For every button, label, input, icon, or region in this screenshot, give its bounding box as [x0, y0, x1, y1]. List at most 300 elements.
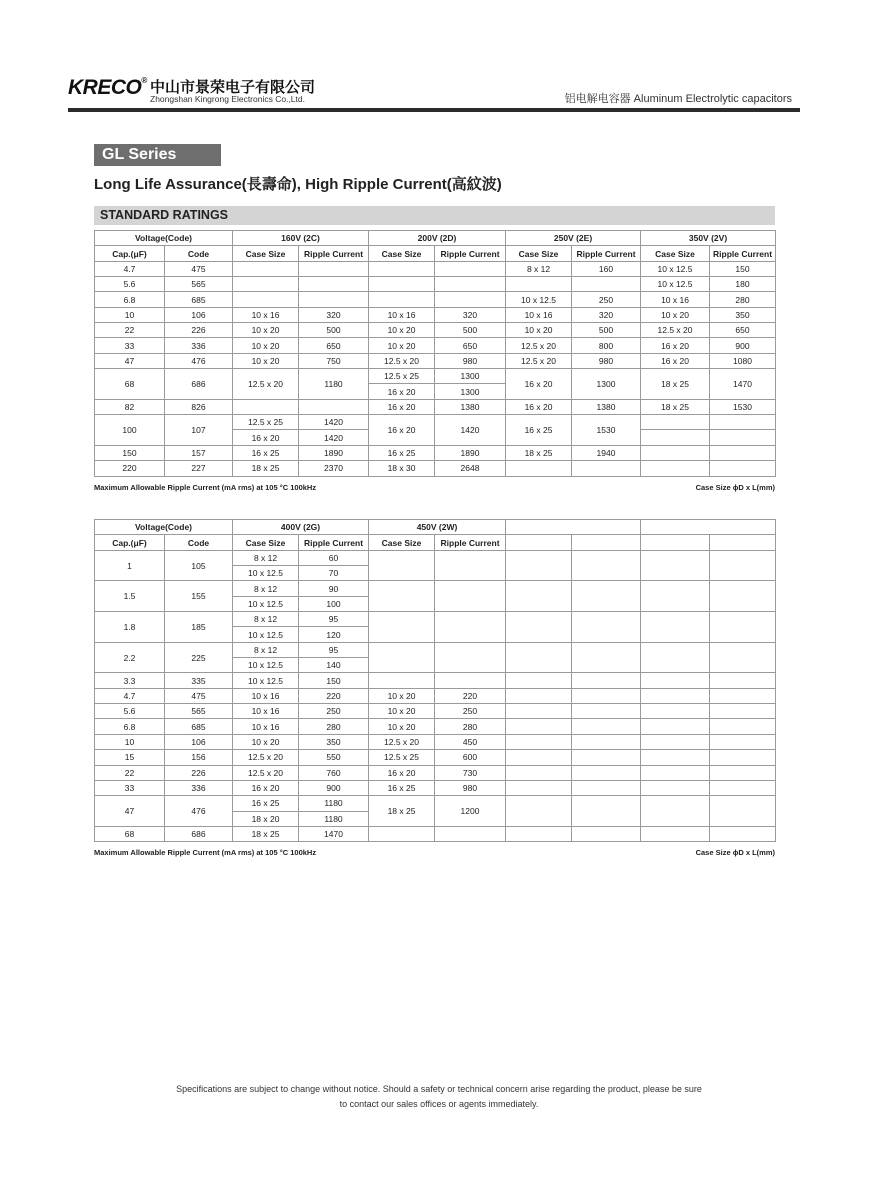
voltage-heading: 200V (2D): [369, 231, 506, 246]
table-cell: 1300: [435, 384, 506, 399]
table-cell: 980: [435, 353, 506, 368]
table-row: [95, 277, 776, 292]
table-cell: 10 x 20: [233, 353, 299, 368]
case-size-header: Case Size: [233, 246, 299, 261]
table-cell: [506, 719, 572, 734]
case-size-header: Case Size: [641, 246, 710, 261]
table-cell: 18 x 25: [641, 369, 710, 400]
ripple-note: Maximum Allowable Ripple Current (mA rms) at 105 °C 100kHz: [94, 483, 317, 492]
header-divider: [68, 108, 800, 112]
table-row: [95, 750, 776, 765]
table-cell: 1940: [572, 445, 641, 460]
table-cell: [506, 826, 572, 841]
product-category: 铝电解电容器 Aluminum Electrolytic capacitors: [564, 93, 792, 105]
table-cell: 10 x 12.5: [233, 658, 299, 673]
table-cell: 1420: [299, 430, 369, 445]
table-cell: [641, 673, 710, 688]
table-cell: 5.6: [95, 277, 165, 292]
table-cell: [572, 734, 641, 749]
table-cell: [369, 673, 435, 688]
table-cell: [369, 292, 435, 307]
table-cell: 1180: [299, 369, 369, 400]
table-cell: 16 x 25: [233, 445, 299, 460]
table-cell: 450: [435, 734, 506, 749]
table-cell: 100: [95, 415, 165, 446]
table-cell: 826: [165, 399, 233, 414]
empty-header: [641, 535, 710, 550]
series-title: GL Series: [94, 144, 221, 166]
table-cell: 10 x 12.5: [233, 596, 299, 611]
table-cell: 16 x 20: [369, 415, 435, 446]
table-cell: 280: [435, 719, 506, 734]
table-cell: [435, 673, 506, 688]
table-cell: 500: [435, 323, 506, 338]
table-cell: 10 x 20: [641, 307, 710, 322]
table-cell: [641, 719, 710, 734]
table-row: [95, 261, 776, 276]
table-cell: [369, 550, 435, 581]
table-cell: 10 x 12.5: [233, 566, 299, 581]
table-cell: 686: [165, 369, 233, 400]
case-size-note: Case Size ϕD x L(mm): [695, 848, 775, 857]
table-cell: 106: [165, 307, 233, 322]
ripple-note: Maximum Allowable Ripple Current (mA rms) at 105 °C 100kHz: [94, 848, 317, 857]
table-cell: [641, 826, 710, 841]
table-cell: 16 x 20: [369, 765, 435, 780]
case-size-header: Case Size: [233, 535, 299, 550]
table-row: [95, 719, 776, 734]
table-cell: 12.5 x 20: [506, 353, 572, 368]
table-row: [95, 704, 776, 719]
table-cell: [572, 765, 641, 780]
table-cell: 12.5 x 25: [233, 415, 299, 430]
table-cell: [572, 780, 641, 795]
table-cell: 475: [165, 261, 233, 276]
table-cell: [710, 734, 776, 749]
table-cell: 500: [572, 323, 641, 338]
company-name-en: Zhongshan Kingrong Electronics Co.,Ltd.: [150, 94, 305, 104]
table-cell: 10 x 16: [233, 688, 299, 703]
table-cell: [572, 461, 641, 476]
table-cell: 8 x 12: [233, 642, 299, 657]
table-cell: [641, 550, 710, 581]
table-cell: 320: [299, 307, 369, 322]
table-cell: [299, 277, 369, 292]
section-title: STANDARD RATINGS: [94, 206, 775, 225]
table-cell: 10 x 20: [506, 323, 572, 338]
table-cell: 350: [299, 734, 369, 749]
table-cell: [710, 642, 776, 673]
table-cell: [710, 750, 776, 765]
table-cell: 750: [299, 353, 369, 368]
table-cell: [710, 826, 776, 841]
table-cell: 1080: [710, 353, 776, 368]
table-cell: 280: [710, 292, 776, 307]
registered-mark: ®: [141, 76, 147, 85]
empty-header: [710, 535, 776, 550]
table-cell: 70: [299, 566, 369, 581]
table-cell: 16 x 25: [233, 796, 299, 811]
table-cell: 1180: [299, 811, 369, 826]
ratings-table-2-body: [95, 550, 776, 842]
table-cell: [369, 642, 435, 673]
footer-disclaimer: [0, 1082, 878, 1112]
table-cell: 12.5 x 20: [506, 338, 572, 353]
column-header-row: [95, 535, 776, 550]
table-cell: 8 x 12: [233, 550, 299, 565]
table-cell: 95: [299, 642, 369, 657]
table-cell: [435, 550, 506, 581]
table-cell: [641, 581, 710, 612]
series-subtitle: Long Life Assurance(長壽命), High Ripple Current(高紋波): [94, 176, 502, 193]
table-cell: 12.5 x 20: [641, 323, 710, 338]
table-cell: 1470: [299, 826, 369, 841]
table-cell: 650: [435, 338, 506, 353]
table-cell: [641, 688, 710, 703]
table-cell: 226: [165, 323, 233, 338]
table-cell: 60: [299, 550, 369, 565]
table-cell: 2.2: [95, 642, 165, 673]
table-cell: 105: [165, 550, 233, 581]
table-cell: [641, 612, 710, 643]
table-cell: 22: [95, 323, 165, 338]
table-cell: 980: [435, 780, 506, 795]
table-cell: 1420: [435, 415, 506, 446]
table-cell: 140: [299, 658, 369, 673]
table-cell: [435, 642, 506, 673]
table-cell: 250: [299, 704, 369, 719]
table-cell: [506, 765, 572, 780]
footer-line-2: to contact our sales offices or agents immediately.: [339, 1099, 539, 1109]
table-cell: [435, 261, 506, 276]
table-cell: [506, 550, 572, 581]
table-cell: 10 x 20: [369, 323, 435, 338]
table-row: [95, 612, 776, 627]
table-cell: 10: [95, 307, 165, 322]
table-cell: 18 x 25: [233, 826, 299, 841]
case-size-header: Case Size: [506, 246, 572, 261]
table-cell: 15: [95, 750, 165, 765]
table-cell: 226: [165, 765, 233, 780]
table-cell: 16 x 20: [369, 384, 435, 399]
ripple-current-header: Ripple Current: [435, 246, 506, 261]
table-cell: 10: [95, 734, 165, 749]
table-cell: 12.5 x 25: [369, 750, 435, 765]
table-cell: [369, 277, 435, 292]
table-cell: 565: [165, 277, 233, 292]
voltage-heading: 450V (2W): [369, 520, 506, 535]
table-row: [95, 734, 776, 749]
table-cell: 100: [299, 596, 369, 611]
table-row: [95, 338, 776, 353]
ratings-table-1-body: [95, 261, 776, 476]
table-cell: 350: [710, 307, 776, 322]
voltage-label: Voltage(Code): [95, 231, 233, 246]
case-size-header: Case Size: [369, 535, 435, 550]
table-cell: 1300: [435, 369, 506, 384]
table-cell: 157: [165, 445, 233, 460]
table-cell: 1.8: [95, 612, 165, 643]
table-cell: 10 x 20: [369, 719, 435, 734]
table-cell: 10 x 20: [369, 338, 435, 353]
table-cell: [710, 430, 776, 445]
table-cell: 16 x 20: [506, 399, 572, 414]
table-cell: 1.5: [95, 581, 165, 612]
case-size-note: Case Size ϕD x L(mm): [695, 483, 775, 492]
table-cell: 10 x 12.5: [233, 673, 299, 688]
table-cell: 68: [95, 369, 165, 400]
table-cell: [506, 277, 572, 292]
table-cell: [641, 750, 710, 765]
empty-header: [572, 535, 641, 550]
ripple-current-header: Ripple Current: [710, 246, 776, 261]
table-cell: [369, 581, 435, 612]
table-cell: [710, 719, 776, 734]
table-cell: 120: [299, 627, 369, 642]
table-cell: 10 x 16: [233, 704, 299, 719]
table-cell: 16 x 20: [233, 430, 299, 445]
voltage-heading: 350V (2V): [641, 231, 776, 246]
table-cell: [299, 399, 369, 414]
table-cell: [572, 581, 641, 612]
voltage-heading: 160V (2C): [233, 231, 369, 246]
table-cell: [506, 750, 572, 765]
table-cell: [506, 688, 572, 703]
table-cell: [299, 292, 369, 307]
ratings-table-1: [94, 230, 776, 477]
footer-line-1: Specifications are subject to change without notice. Should a safety or technical concern arise regarding the product, please be sure: [176, 1084, 702, 1094]
table-cell: 3.3: [95, 673, 165, 688]
table-cell: [641, 704, 710, 719]
table-row: [95, 550, 776, 565]
table-cell: 10 x 12.5: [233, 627, 299, 642]
voltage-heading: 400V (2G): [233, 520, 369, 535]
table-cell: [435, 292, 506, 307]
voltage-heading: [641, 520, 776, 535]
table-cell: 10 x 20: [233, 323, 299, 338]
table-cell: 68: [95, 826, 165, 841]
table-cell: 250: [435, 704, 506, 719]
table-cell: [710, 796, 776, 827]
table-row: [95, 642, 776, 657]
table-cell: 1890: [435, 445, 506, 460]
table-cell: 18 x 30: [369, 461, 435, 476]
voltage-label: Voltage(Code): [95, 520, 233, 535]
table-cell: [299, 261, 369, 276]
table-cell: 10 x 20: [233, 338, 299, 353]
code-header: Code: [165, 535, 233, 550]
table-cell: [233, 261, 299, 276]
table-cell: 600: [435, 750, 506, 765]
table-cell: [572, 826, 641, 841]
table-cell: 18 x 25: [506, 445, 572, 460]
table-cell: [641, 461, 710, 476]
table-cell: 150: [299, 673, 369, 688]
table-row: [95, 461, 776, 476]
table-cell: [641, 796, 710, 827]
table-cell: 10 x 16: [233, 307, 299, 322]
ripple-current-header: Ripple Current: [299, 535, 369, 550]
table-cell: 18 x 25: [369, 796, 435, 827]
table-cell: 1470: [710, 369, 776, 400]
table-cell: [710, 688, 776, 703]
table-cell: 16 x 20: [369, 399, 435, 414]
table-cell: [435, 581, 506, 612]
table-cell: 16 x 20: [506, 369, 572, 400]
table-cell: 185: [165, 612, 233, 643]
table-row: [95, 826, 776, 841]
table-cell: 16 x 25: [506, 415, 572, 446]
table-cell: 10 x 16: [369, 307, 435, 322]
ripple-current-header: Ripple Current: [572, 246, 641, 261]
table-cell: 18 x 25: [641, 399, 710, 414]
table-row: [95, 673, 776, 688]
table-cell: [506, 780, 572, 795]
table-cell: [369, 261, 435, 276]
table-cell: 10 x 16: [506, 307, 572, 322]
table-cell: [369, 826, 435, 841]
table-cell: 12.5 x 20: [233, 765, 299, 780]
table-cell: [572, 612, 641, 643]
table-cell: 800: [572, 338, 641, 353]
table-cell: [710, 780, 776, 795]
table-cell: 150: [95, 445, 165, 460]
table-cell: [233, 399, 299, 414]
table-cell: [572, 550, 641, 581]
table-cell: 335: [165, 673, 233, 688]
table-cell: 1420: [299, 415, 369, 430]
table-cell: 6.8: [95, 292, 165, 307]
table-cell: [506, 461, 572, 476]
table-cell: 33: [95, 780, 165, 795]
table-cell: 10 x 12.5: [506, 292, 572, 307]
table-row: [95, 323, 776, 338]
table-cell: [572, 673, 641, 688]
table-cell: 82: [95, 399, 165, 414]
table-cell: 1300: [572, 369, 641, 400]
table-cell: 22: [95, 765, 165, 780]
table-cell: 1180: [299, 796, 369, 811]
table-cell: 1530: [710, 399, 776, 414]
table-cell: 320: [572, 307, 641, 322]
table-cell: 180: [710, 277, 776, 292]
table-cell: 476: [165, 796, 233, 827]
voltage-heading: [506, 520, 641, 535]
table-cell: 685: [165, 719, 233, 734]
table-cell: 336: [165, 338, 233, 353]
table-cell: 18 x 25: [233, 461, 299, 476]
table-cell: 980: [572, 353, 641, 368]
table-cell: 475: [165, 688, 233, 703]
table-row: [95, 399, 776, 414]
table-cell: 476: [165, 353, 233, 368]
table-cell: [506, 796, 572, 827]
voltage-header-row: [95, 231, 776, 246]
table-cell: 730: [435, 765, 506, 780]
table-cell: 1380: [572, 399, 641, 414]
table-cell: 18 x 20: [233, 811, 299, 826]
table-cell: 12.5 x 20: [233, 369, 299, 400]
table-cell: 10 x 20: [369, 704, 435, 719]
table-cell: [506, 581, 572, 612]
table-cell: [506, 734, 572, 749]
table-cell: [233, 277, 299, 292]
table-cell: 10 x 12.5: [641, 261, 710, 276]
table-cell: [506, 612, 572, 643]
table-cell: 5.6: [95, 704, 165, 719]
table-cell: 650: [299, 338, 369, 353]
table-cell: [710, 461, 776, 476]
company-name-cn: 中山市景荣电子有限公司: [150, 79, 316, 96]
cap-header: Cap.(μF): [95, 535, 165, 550]
table-cell: 16 x 20: [641, 353, 710, 368]
table-cell: 685: [165, 292, 233, 307]
table-cell: 1530: [572, 415, 641, 446]
table-row: [95, 688, 776, 703]
table-cell: 10 x 12.5: [641, 277, 710, 292]
table-cell: 95: [299, 612, 369, 627]
table-cell: 2370: [299, 461, 369, 476]
table-cell: 4.7: [95, 688, 165, 703]
table-cell: [572, 277, 641, 292]
table-cell: 250: [572, 292, 641, 307]
table-cell: [572, 704, 641, 719]
table-cell: 10 x 20: [369, 688, 435, 703]
table-row: [95, 292, 776, 307]
table-cell: 2648: [435, 461, 506, 476]
table-cell: 12.5 x 25: [369, 369, 435, 384]
table-cell: [710, 581, 776, 612]
column-header-row: [95, 246, 776, 261]
table-cell: 12.5 x 20: [369, 353, 435, 368]
table-cell: 16 x 25: [369, 780, 435, 795]
table-cell: [710, 415, 776, 430]
table-row: [95, 796, 776, 811]
table-cell: [710, 673, 776, 688]
table-cell: 500: [299, 323, 369, 338]
table-cell: 760: [299, 765, 369, 780]
table-row: [95, 369, 776, 384]
ripple-current-header: Ripple Current: [299, 246, 369, 261]
table-cell: [506, 704, 572, 719]
table-cell: [710, 550, 776, 581]
table-cell: 106: [165, 734, 233, 749]
table-cell: [641, 642, 710, 673]
table-cell: 220: [435, 688, 506, 703]
voltage-header-row: [95, 520, 776, 535]
table-cell: [572, 750, 641, 765]
table-row: [95, 307, 776, 322]
logo-text: KRECO: [68, 76, 142, 99]
table-cell: 1200: [435, 796, 506, 827]
table-cell: [641, 445, 710, 460]
table-row: [95, 765, 776, 780]
table-cell: 650: [710, 323, 776, 338]
cap-header: Cap.(μF): [95, 246, 165, 261]
table-cell: 225: [165, 642, 233, 673]
table-cell: 565: [165, 704, 233, 719]
table-cell: 156: [165, 750, 233, 765]
table-cell: 16 x 25: [369, 445, 435, 460]
table-cell: 900: [710, 338, 776, 353]
table-cell: 16 x 20: [641, 338, 710, 353]
table-cell: 16 x 20: [233, 780, 299, 795]
table-cell: [641, 765, 710, 780]
table-cell: 12.5 x 20: [233, 750, 299, 765]
table-cell: 1: [95, 550, 165, 581]
table-cell: 47: [95, 796, 165, 827]
company-logo: [68, 76, 147, 100]
